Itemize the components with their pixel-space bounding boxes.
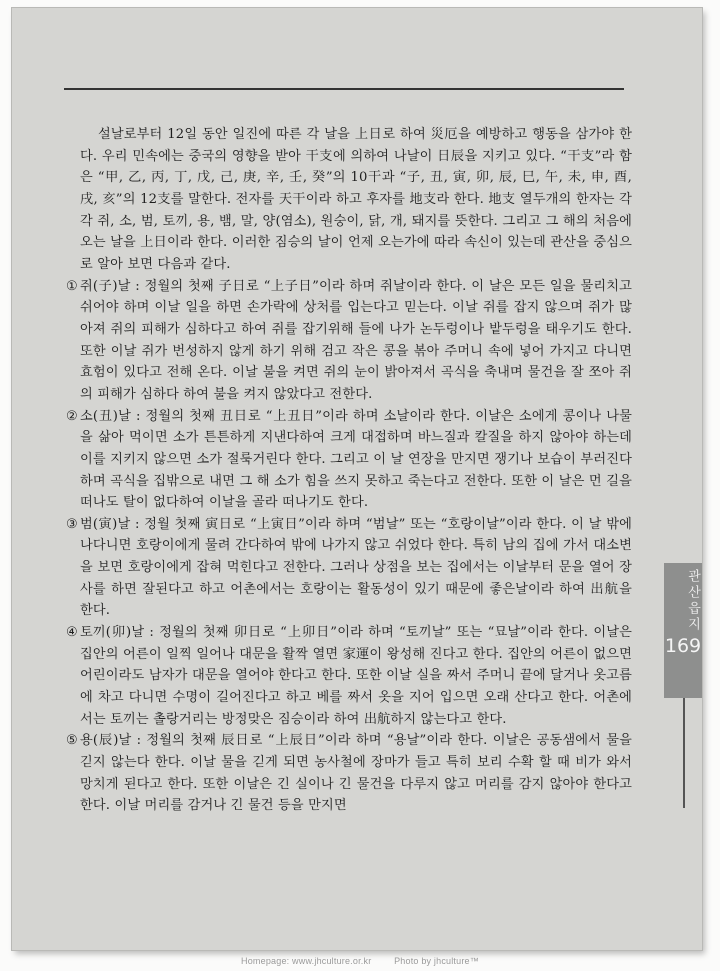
item-text: 토끼(卯)날 : 정월의 첫째 卯日로 “上卯日”이라 하며 “토끼날” 또는 “묘날”이라 한다. 이날은 집안의 어른이 일찍 일어나 대문을 활짝 열면 家運이 왕성해 진다고 한다. 집안의 어른이 없으면 어린이라도 남자가 대문을 열어야 한다고 한다. 또한 이날 실을 짜서 주머니 끝에 달거나 옷고름에 차고 다니면 수명이 길어진다고 하고 베를 짜서 옷을 지어 입으면 오래 산다고 한다. 어촌에서는 토끼는 촐랑거리는 방정맞은 짐승이라 하여 出航하지 않는다고 한다.: [80, 625, 632, 727]
list-item-tiger-day: [66, 514, 632, 622]
footer-photo-credit: Photo by jhculture™: [394, 956, 479, 966]
footer-homepage: Homepage: www.jhculture.or.kr: [241, 956, 372, 966]
item-text: 소(丑)날 : 정월의 첫째 丑日로 “上丑日”이라 하며 소날이라 한다. 이날은 소에게 콩이나 나물을 삶아 먹이면 소가 튼튼하게 지낸다하여 크게 대접하며 바느질과 칼질을 하지 않아야 하는데 이를 지키지 않으면 소가 절룩거린다 한다. 그리고 이 날 연장을 만지면 쟁기나 보습이 부러진다 하며 곡식을 집밖으로 내면 그 해 소가 힘을 쓰지 못하고 죽는다고 전한다. 또한 이 날은 먼 길을 떠나도 탈이 없다하여 이날을 골라 떠나기도 한다.: [80, 408, 632, 511]
side-rule: [683, 698, 685, 808]
item-number: ⑤: [66, 733, 78, 749]
side-tab-title: 관산읍지: [685, 569, 700, 633]
list-item-dragon-day: [66, 730, 632, 817]
item-number: ②: [66, 408, 78, 424]
list-item-ox-day: [66, 406, 632, 514]
item-text: 쥐(子)날 : 정월의 첫째 子日로 “上子日”이라 하며 쥐날이라 한다. 이 날은 모든 일을 물리치고 쉬어야 하며 이날 일을 하면 손가락에 상처를 입는다고 믿는다. 이날 쥐를 잡지 않으며 쥐가 많아져 쥐의 피해가 심하다고 하여 쥐를 잡기위해 들에 나가 논두렁이나 밭두렁을 태우기도 한다. 또한 이날 쥐가 번성하지 않게 하기 위해 검고 작은 콩을 볶아 주머니 속에 넣어 가지고 다니면 효험이 있다고 전해 온다. 이날 불을 켜면 쥐의 눈이 밝아져서 곡식을 축내며 물건을 잘 쪼아 쥐의 피해가 심하다 하여 불을 켜지 않았다고 전한다.: [80, 278, 632, 402]
book-page: [12, 8, 702, 950]
item-text: 범(寅)날 : 정월 첫째 寅日로 “上寅日”이라 하며 “범날” 또는 “호랑이날”이라 한다. 이 날 밖에 나다니면 호랑이에게 물려 간다하여 밖에 나가지 않고 쉬었다 한다. 특히 남의 집에 가서 대소변을 보면 호랑이에게 잡혀 먹힌다고 전한다. 그러나 상점을 보는 집에서는 이날부터 문을 열어 장사를 하면 잘된다고 하고 어촌에서는 호랑이는 활동성이 있기 때문에 좋은날이라 하여 出航을 한다.: [80, 516, 632, 619]
list-item-rat-day: [66, 276, 632, 406]
item-number: ①: [66, 278, 78, 294]
item-text: 용(辰)날 : 정월의 첫째 辰日로 “上辰日”이라 하며 “용날”이라 한다. 이날은 공동샘에서 물을 긷지 않는다 한다. 이날 물을 긷게 되면 농사철에 장마가 들고 특히 보리 수확 할 때 비가 와서 망치게 된다고 한다. 또한 이날은 긴 실이나 긴 물건을 다루지 않고 머리를 감지 않아야 한다고 한다. 이날 머리를 감거나 긴 물건 등을 만지면: [80, 733, 632, 814]
page-number: 169: [664, 635, 702, 657]
header-rule: [64, 88, 624, 90]
list-item-rabbit-day: [66, 622, 632, 730]
item-number: ③: [66, 516, 78, 532]
body-text: [66, 124, 632, 817]
item-number: ④: [66, 625, 78, 641]
side-tab: [664, 563, 702, 698]
intro-paragraph: 설날로부터 12일 동안 일진에 따른 각 날을 上日로 하여 災厄을 예방하고 행동을 삼가야 한다. 우리 민속에는 중국의 영향을 받아 干支에 의하여 나날이 日辰을 지키고 있다. “干支”라 함은 “甲, 乙, 丙, 丁, 戊, 己, 庚, 辛, 壬, 癸”의 10干과 “子, 丑, 寅, 卯, 辰, 巳, 午, 未, 申, 酉, 戌, 亥”의 12支를 말한다. 전자를 天干이라 하고 후자를 地支라 한다. 地支 열두개의 한자는 각각 쥐, 소, 범, 토끼, 용, 뱀, 말, 양(염소), 원숭이, 닭, 개, 돼지를 뜻한다. 그리고 그 해의 처음에 오는 날을 上日이라 한다. 이러한 짐승의 날이 언제 오는가에 따라 속신이 있는데 관산을 중심으로 알아 보면 다음과 같다.: [80, 127, 632, 272]
footer-credit: [0, 956, 720, 966]
